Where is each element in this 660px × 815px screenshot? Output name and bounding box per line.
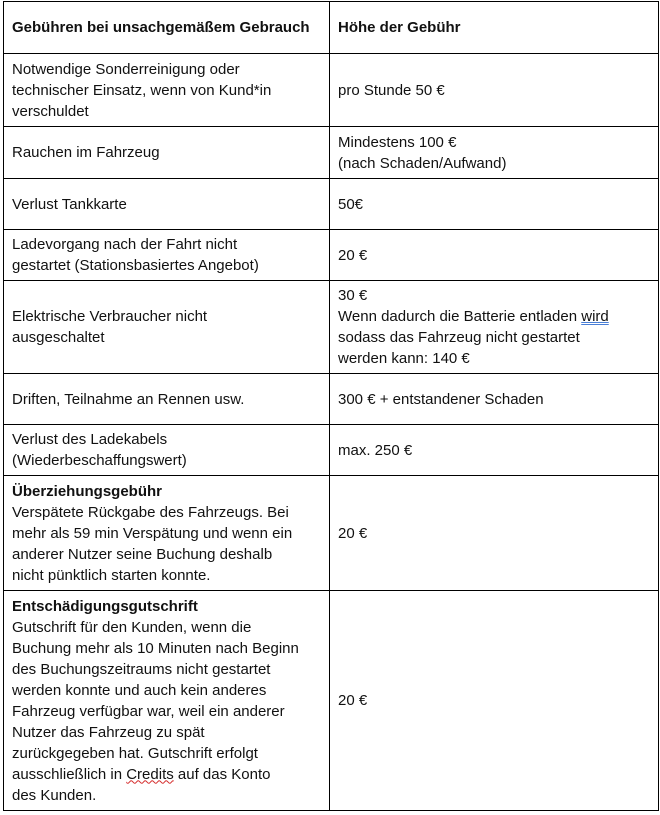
- desc-line: werden konnte und auch kein anderes: [12, 681, 267, 699]
- desc-line: Fahrzeug verfügbar war, weil ein anderer: [12, 702, 285, 720]
- desc-line: gestartet (Stationsbasiertes Angebot): [12, 257, 259, 274]
- desc-line: Driften, Teilnahme an Rennen usw.: [12, 390, 245, 408]
- desc-line: verschuldet: [12, 102, 89, 120]
- desc-line: Buchung mehr als 10 Minuten nach Beginn: [12, 639, 299, 657]
- row-fee: [330, 591, 659, 811]
- table-row: [4, 230, 659, 281]
- desc-line: mehr als 59 min Verspätung und wenn ein: [12, 524, 293, 542]
- table-row: [4, 476, 659, 591]
- fee-line: 20 €: [338, 524, 368, 542]
- desc-line: zurückgegeben hat. Gutschrift erfolgt: [12, 744, 258, 762]
- table-row: [4, 54, 659, 127]
- row-description: [4, 127, 330, 179]
- row-fee: [330, 476, 659, 591]
- table-row: [4, 179, 659, 230]
- desc-line: [12, 764, 321, 785]
- fee-line: sodass das Fahrzeug nicht gestartet: [338, 329, 580, 346]
- row-fee: [330, 281, 659, 374]
- row-description: [4, 54, 330, 127]
- desc-line: Verspätete Rückgabe des Fahrzeugs. Bei: [12, 503, 289, 521]
- row-fee: [330, 374, 659, 425]
- row-description: [4, 374, 330, 425]
- row-fee: [330, 127, 659, 179]
- fee-line: werden kann: 140 €: [338, 350, 470, 367]
- row-description: [4, 476, 330, 591]
- row-description: [4, 179, 330, 230]
- spelling-marked-word[interactable]: Credits: [126, 765, 174, 783]
- desc-line: Notwendige Sonderreinigung oder: [12, 60, 240, 78]
- desc-line: Verlust Tankkarte: [12, 195, 127, 213]
- row-fee: [330, 230, 659, 281]
- desc-line: Elektrische Verbraucher nicht: [12, 308, 208, 325]
- desc-line: Verlust des Ladekabels: [12, 431, 168, 448]
- fee-line: 30 €: [338, 287, 368, 304]
- fee-line: [338, 306, 650, 327]
- desc-line: Ladevorgang nach der Fahrt nicht: [12, 236, 238, 253]
- fee-line: Mindestens 100 €: [338, 133, 457, 151]
- table-row: [4, 281, 659, 374]
- fee-line: 20 €: [338, 246, 368, 264]
- desc-line: anderer Nutzer seine Buchung deshalb: [12, 545, 273, 563]
- desc-text: ausschließlich in: [12, 765, 127, 783]
- desc-line: Nutzer das Fahrzeug zu spät: [12, 723, 205, 741]
- header-fee-amount: Höhe der Gebühr: [330, 2, 659, 54]
- desc-text: auf das Konto: [173, 765, 271, 783]
- row-description: [4, 591, 330, 811]
- desc-line: ausgeschaltet: [12, 329, 105, 346]
- row-fee: [330, 179, 659, 230]
- fee-text: Wenn dadurch die Batterie entladen: [338, 308, 582, 325]
- fee-line: (nach Schaden/Aufwand): [338, 154, 507, 172]
- desc-line: des Kunden.: [12, 786, 97, 804]
- table-header-row: [4, 2, 659, 54]
- fee-line: 300 € + entstandener Schaden: [338, 390, 544, 408]
- desc-line: des Buchungszeitraums nicht gestartet: [12, 660, 271, 678]
- table-row: [4, 591, 659, 811]
- grammar-marked-word[interactable]: wird: [581, 308, 609, 325]
- fee-line: pro Stunde 50 €: [338, 81, 445, 99]
- desc-line: technischer Einsatz, wenn von Kund*in: [12, 81, 272, 99]
- row-title: Entschädigungsgutschrift: [12, 597, 198, 615]
- table-row: [4, 374, 659, 425]
- desc-line: Rauchen im Fahrzeug: [12, 144, 160, 161]
- fee-line: max. 250 €: [338, 441, 413, 459]
- header-usage-fees: Gebühren bei unsachgemäßem Gebrauch: [4, 2, 330, 54]
- row-description: [4, 281, 330, 374]
- desc-line: Gutschrift für den Kunden, wenn die: [12, 618, 252, 636]
- fee-line: 20 €: [338, 692, 368, 709]
- table-row: [4, 425, 659, 476]
- fees-table: [3, 1, 659, 811]
- desc-line: (Wiederbeschaffungswert): [12, 452, 187, 469]
- row-fee: [330, 54, 659, 127]
- row-fee: [330, 425, 659, 476]
- row-description: [4, 230, 330, 281]
- desc-line: nicht pünktlich starten konnte.: [12, 566, 211, 584]
- fee-line: 50€: [338, 195, 364, 213]
- table-row: [4, 127, 659, 179]
- row-description: [4, 425, 330, 476]
- row-title: Überziehungsgebühr: [12, 482, 163, 500]
